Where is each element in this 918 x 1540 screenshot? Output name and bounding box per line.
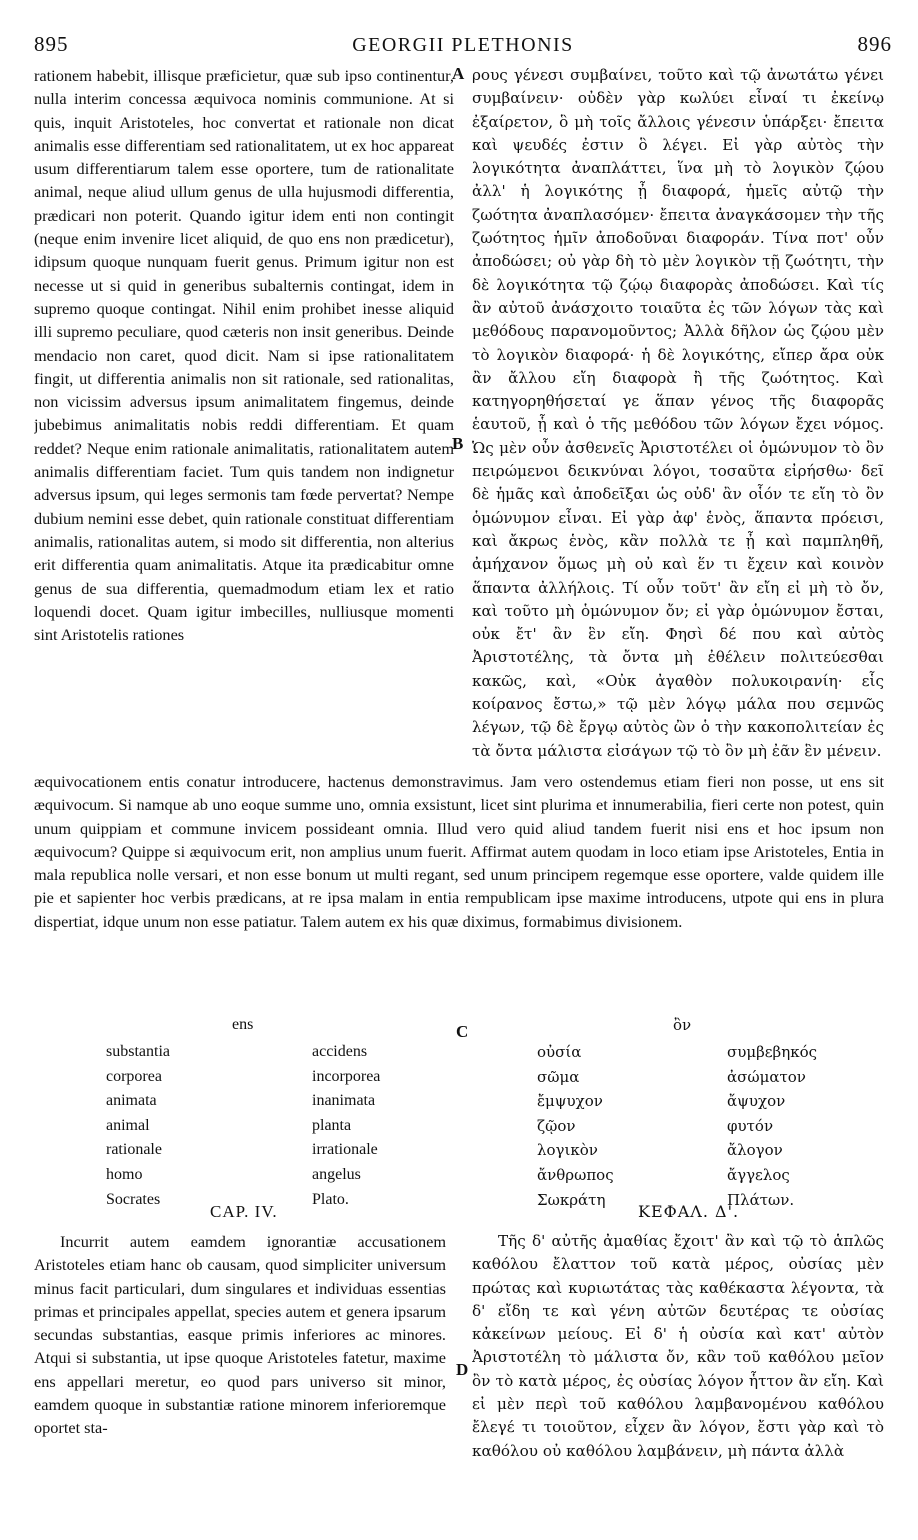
greek-column-top <box>472 64 884 764</box>
tree-right-term: συμβεβηκός <box>727 1043 818 1061</box>
tree-left-term: animal <box>106 1116 150 1134</box>
latin-column-top <box>34 64 454 764</box>
tree-right-term: angelus <box>312 1165 361 1183</box>
tree-right-term: ἄγγελος <box>727 1165 790 1184</box>
tree-right-term: planta <box>312 1116 352 1134</box>
tree-left-term: corporea <box>106 1067 162 1085</box>
tree-row <box>106 1040 380 1065</box>
tree-right-term: Plato. <box>312 1190 349 1208</box>
chapter-heading-latin: CAP. IV. <box>210 1202 278 1221</box>
latin-tree-root: ens <box>232 1016 254 1033</box>
tree-right-term: irrationale <box>312 1141 378 1159</box>
tree-row <box>106 1138 380 1163</box>
tree-left-term: ἔμψυχον <box>537 1092 603 1111</box>
tree-left-term: ζῷον <box>537 1116 576 1135</box>
tree-right-term: ἀσώματον <box>727 1067 806 1086</box>
tree-row <box>106 1065 380 1090</box>
right-page-number: 896 <box>857 32 892 56</box>
greek-paragraph-bottom: Τῆς δ' αὐτῆς ἀμαθίας ἔχοιτ' ἂν καὶ τῷ τὸ ἁπλῶς καθόλου ἔλαττον τοῦ κατὰ μέρος, οὐσίας μὲν πρώτας καὶ κυριωτάτας τὰς καθέκαστα λέγοντα, τὰ δ' εἴδη τε καὶ γένη αὐτῶν δευτέρας τε οὐσίας κἀκείνων μείους. Εἰ δ' ἡ οὐσία καὶ κατ' αὐτὸν Ἀριστοτέλη τὸ μάλιστα ὄν, κἂν τοῦ καθόλου μεῖον ὂν τὸ κατὰ μέρος, ἐς οὐσίας λόγον ἧττον ἂν εἴη. Καὶ εἰ μὲν περὶ τοῦ καθόλου λαμβανομένου καθόλου ἔλεγέ τι τοιοῦτον, εἶχεν ἂν λόγον, ἔστι γὰρ καὶ τὸ καθόλου οὐ καθόλου λαμβάνειν, μὴ πάντα ἀλλὰ <box>472 1232 884 1460</box>
tree-right-term: ἄλογον <box>727 1141 783 1160</box>
tree-row <box>106 1163 380 1188</box>
tree-left-term: ἄνθρωπος <box>537 1165 614 1184</box>
tree-left-term: Socrates <box>106 1190 161 1208</box>
tree-left-term: substantia <box>106 1043 170 1060</box>
tree-left-term: σῶμα <box>537 1067 580 1086</box>
tree-row <box>537 1089 817 1114</box>
latin-column-bottom <box>34 1230 446 1530</box>
latin-paragraph-full: æquivocationem entis conatur introducere, hactenus demonstravimus. Jam vero ostendemus etiam fieri non posse, ut ens sit æquivocum. Si namque ab uno eoque summe uno, omnia exsistunt, licet sint plurima et innumerabilia, fieri certe non potest, quin unum quippiam et commune invicem possideant omnia. Illud vero quid aliud tandem fuerit nisi ens et hoc ipsum non æquivocum? Quippe si æquivocum erit, non amplius unum fuerit. Affirmat autem quodam in loco etiam ipse Aristoteles, Entia in mala republica nolle versari, et non esse bonum ut multi regant, sed unum principem regemque esse oportere, valde quidem ille pie et sapienter hoc verbis prædicans, at re ipsa malam in entia rempublicam ipse maxime introducens, utpote qui ens in plura dispertiat, idque unum non esse patiatur. Talem autem ex his quæ diximus, formabimus divisionem. <box>34 772 884 931</box>
latin-division-tree <box>106 1040 380 1212</box>
chapter-heading-greek: ΚΕΦΑΛ. Δ'. <box>638 1202 740 1221</box>
left-page-number: 895 <box>34 32 69 56</box>
tree-left-term: λογικὸν <box>537 1141 598 1160</box>
tree-row <box>106 1089 380 1114</box>
tree-left-term: rationale <box>106 1141 162 1159</box>
tree-row <box>106 1114 380 1139</box>
greek-column-bottom <box>472 1230 884 1530</box>
tree-right-term: incorporea <box>312 1067 381 1085</box>
tree-row <box>537 1065 817 1090</box>
tree-row <box>537 1114 817 1139</box>
margin-marker-b: B <box>452 434 464 453</box>
greek-paragraph-top: ρους γένεσι συμβαίνει, τοῦτο καὶ τῷ ἀνωτάτω γένει συμβαίνειν· οὐδὲν γὰρ κωλύει εἶναί τι ἐκείνῳ ἐξαίρετον, ὃ μὴ τοῖς ἄλλοις γένεσιν ὑπάρξει· ἔπειτα καὶ ψευδές ἐστιν ὃ λέγει. Εἰ γὰρ αὐτὸς τὴν λογικότητα ἀναπλάττει, ἵνα μὴ τὸ λογικὸν ζῴου ἀλλ' ἡ λογικότης ᾖ διαφορά, ἡμεῖς αὐτῷ τὴν ζωότητα ἀναπλασόμεν· ἔπειτα ἀναγκάσομεν τὴν τῆς ζωότητος ἡμῖν ἀποδοῦναι διαφοράν. Τίνα ποτ' οὖν ἀποδώσει; οὐ γὰρ δὴ τὸ μὲν λογικὸν τῇ ζωότητι, τὴν δὲ λογικότητα τῷ ζῴῳ διαφορὰς ἀποδώσει. Καὶ τίς ἂν αὐτοῦ ἀνάσχοιτο τοιαῦτα ἐς τῶν λόγων τὰς καὶ μεθόδους παρανομοῦντος; Ἀλλὰ δῆλον ὡς ζῴου μὲν τὸ λογικὸν διαφορά· ἡ δὲ λογικότης, εἴπερ ἄρα οὐκ ἂν ἄλλου εἴη διαφορὰ ἢ τῆς ζωότητος. Καὶ κατηγορηθήσεταί γε ἅπαν γένος τῆς διαφορᾶς ἑαυτοῦ, ᾗ καὶ ὁ τῆς μεθόδου τῶν λόγων ἔχει νόμος. Ὡς μὲν οὖν ἀσθενεῖς Ἀριστοτέλει οἱ ὁμώνυμον τὸ ὂν πειρώμενοι δεικνύναι λόγοι, τοσαῦτα εἰρήσθω· δεῖ δὲ ἡμᾶς καὶ ἀποδεῖξαι ὡς οὐδ' ἂν οἷόν τε εἴη τὸ ὂν ὁμώνυμον εἶναι. Εἰ γὰρ ἀφ' ἑνὸς, ἅπαντα πρόεισι, καὶ ἄκρως ἑνὸς, κἂν πολλὰ τε ᾖ καὶ παμπληθῆ, ἀμήχανον ὅμως μὴ οὐ καὶ ἕν τι ἔχειν καὶ κοινὸν ἅπαντα ἀλλήλοις. Τί οὖν τοῦτ' ἂν εἴη εἰ μὴ τὸ ὄν, καὶ τοῦτο μὴ ὁμώνυμον ὄν; εἰ γὰρ ὁμώνυμον ἔσται, οὐκ ἔτ' ἂν ἓν εἴη. Φησὶ δέ που καὶ αὐτὸς Ἀριστοτέλης, τὰ ὄντα μὴ ἐθέλειν πολιτεύεσθαι κακῶς, καὶ, «Οὐκ ἀγαθὸν πολυκοιρανίη· εἷς κοίρανος ἔστω,» τῷ μὲν λόγῳ μάλα που σεμνῶς λέγων, τῷ δὲ ἔργῳ αὐτὸς ὢν ὁ τὴν κακοπολιτείαν ἐς τὰ ὄντα μάλιστα εἰσάγων τῷ τὸ ὂν μὴ ἐᾶν ἓν μένειν. <box>472 66 884 760</box>
tree-row <box>537 1040 817 1065</box>
margin-marker-d: D <box>456 1360 469 1379</box>
tree-right-term: inanimata <box>312 1092 376 1110</box>
margin-marker-a: A <box>452 64 465 83</box>
tree-right-term: ἄψυχον <box>727 1092 786 1111</box>
tree-left-term: animata <box>106 1092 157 1110</box>
tree-row <box>537 1163 817 1188</box>
full-width-paragraph <box>34 770 884 933</box>
tree-right-term: Πλάτων. <box>727 1190 795 1209</box>
margin-marker-c: C <box>456 1022 469 1041</box>
greek-tree-root: ὂν <box>673 1016 692 1034</box>
greek-division-tree <box>537 1040 817 1212</box>
running-title: GEORGII PLETHONIS <box>352 34 574 56</box>
page-header <box>34 32 892 58</box>
latin-paragraph-bottom: Incurrit autem eamdem ignorantiæ accusationem Aristoteles etiam hanc ob causam, quod simpliciter universum minus facit particulari, dum singulares et individuas essentias primas et principales appellat, species autem et genera ipsarum secundas substantias, easque primis inferiores ac minores. Atqui si substantia, ut ipse quoque Aristoteles fatetur, maxime ens appellari meretur, eo quod pars universo sit minor, eamdem quoque in substantiæ ratione minorem inferioremque oportet sta- <box>34 1232 446 1438</box>
tree-left-term: homo <box>106 1165 143 1183</box>
tree-left-term: Σωκράτη <box>537 1190 606 1209</box>
latin-paragraph-top: rationem habebit, illisque præficietur, quæ sub ipso continentur, nulla interim concessa æquivoca nominis communione. At si quis, inquit Aristoteles, hoc convertat et rationale non dicat animalis esse differentiam sed rationalitatem, ut ex hoc appareat usum differentiarum talem esse oportere, tum de rationalitate animal, neque aliud ullum genus de ulla hujusmodi differentia, prædicari non poterit. Quando igitur idem enti non contingit (neque enim invenire licet aliquid, de quo ens non prædicetur), idipsum quoque nunquam fuerit genus. Primum igitur non est necesse ut si quid in generibus subalternis contingat, idem in supremo quoque contingat. Nihil enim prohibet inesse aliquid illi supremo peculiare, quod cæteris non insit generibus. Deinde mendacio non caret, quod dicit. Nam si ipse rationalitatem fingit, ut differentia animalis non sit rationale, sed rationalitas, non vicissim adversus ipsum animalitatem fingemus, deinde jubebimus animalitatis nobis reddi differentiam. Et quam reddet? Neque enim rationale animalitatis, rationalitatem autem animalis differentiam faciet. Tum quis tandem non indignetur adversus ipsum, qui leges sermonis tam fœde pervertat? Nempe dubium nemini esse debet, quin rationale constituat differentiam animalis, rationalitas autem, si modo sit differentia, non alterius erit differentia quam animalitatis. Atque ita prædicabitur omne genus de sua differentia, quemadmodum etiam lex et ratio loquendi docet. Quam igitur imbecilles, nulliusque momenti sint Aristotelis rationes <box>34 66 454 645</box>
tree-row <box>537 1138 817 1163</box>
tree-right-term: φυτόν <box>727 1116 774 1135</box>
tree-right-term: accidens <box>312 1043 368 1060</box>
tree-left-term: οὐσία <box>537 1043 582 1061</box>
